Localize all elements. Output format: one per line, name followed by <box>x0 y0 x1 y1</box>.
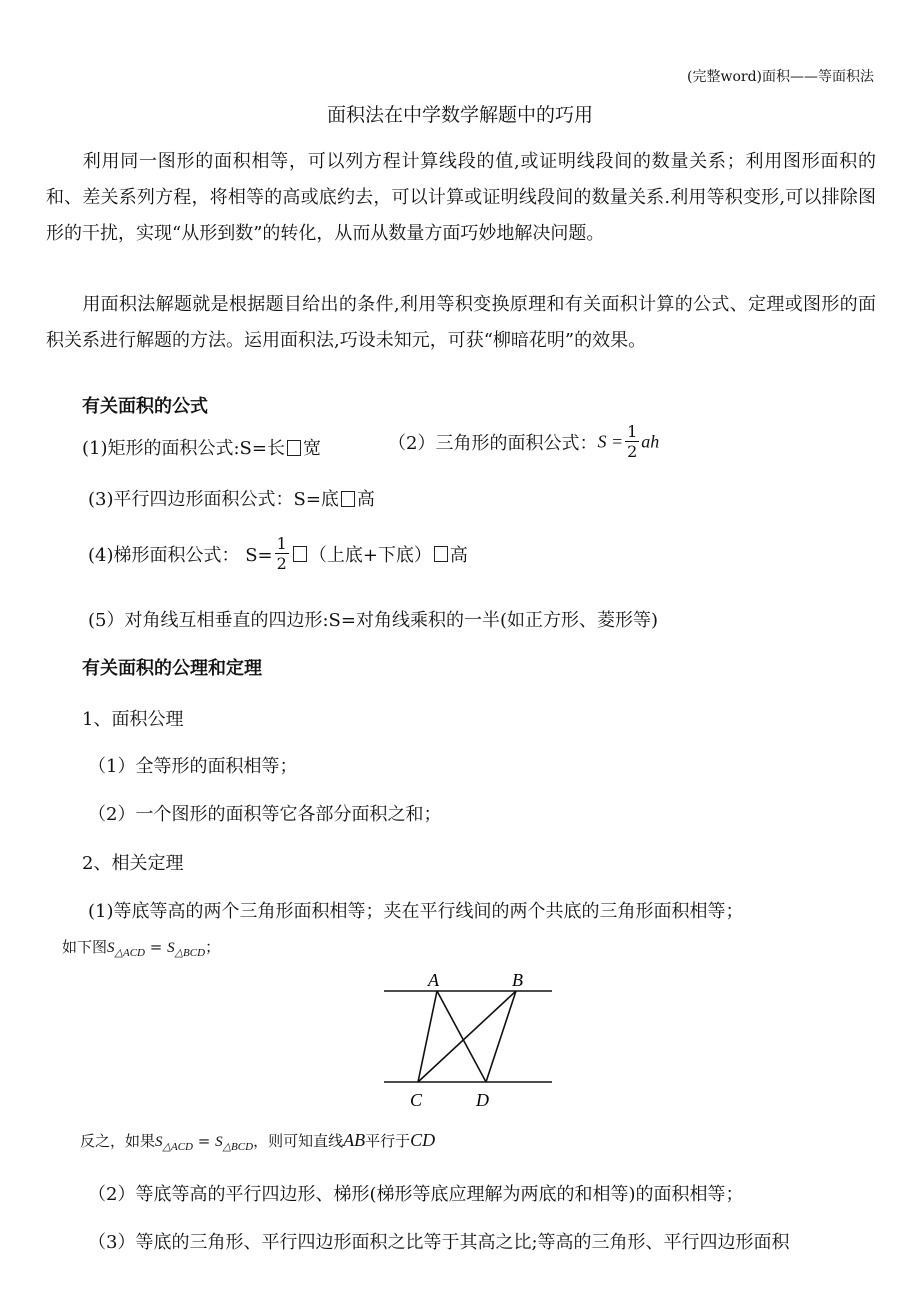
theorem-2: （2）等底等高的平行四边形、梯形(梯形等底应理解为两底的和相等)的面积相等； <box>88 1184 744 1205</box>
area-subscript: △ACD <box>162 1141 193 1153</box>
area-symbol: S <box>215 1134 223 1150</box>
theorems-heading: 有关面积的公理和定理 <box>82 658 262 679</box>
fraction-half <box>625 424 639 460</box>
fraction-half <box>275 536 289 572</box>
axiom-1: （1）全等形的面积相等； <box>88 756 298 777</box>
fraction-numerator: 1 <box>627 422 638 441</box>
formula-trapezoid-height: 高 <box>449 545 468 566</box>
figure-caption <box>62 936 220 959</box>
area-symbol: S <box>155 1134 163 1150</box>
formula-rectangle <box>82 434 321 460</box>
point-c-label: C <box>410 1090 423 1110</box>
intro-text-2: 用面积法解题就是根据题目给出的条件,利用等积变换原理和有关面积计算的公式、定理或图形的面积关系进行解题的方法。运用面积法,巧设未知元，可获“柳暗花明”的效果。 <box>46 294 876 351</box>
line-cd: CD <box>410 1130 436 1150</box>
formula-trapezoid-text: (4)梯形面积公式： S= <box>88 545 273 566</box>
formula-triangle <box>388 424 659 460</box>
placeholder-box-icon <box>341 491 355 507</box>
equals-sign: = <box>144 938 168 956</box>
equals-sign: = <box>192 1132 216 1150</box>
intro-paragraph-2 <box>46 287 876 359</box>
fraction-denominator: 2 <box>627 442 638 461</box>
point-b-label: B <box>512 970 523 990</box>
formula-rectangle-text: (1)矩形的面积公式:S=长 <box>82 438 285 459</box>
converse-text-a: 反之，如果 <box>80 1132 156 1150</box>
formula-parallelogram-text: (3)平行四边形面积公式：S=底 <box>88 489 339 510</box>
converse-text-b: ，则可知直线 <box>253 1132 344 1150</box>
point-d-label: D <box>476 1090 489 1110</box>
area-subscript: △ACD <box>114 947 145 959</box>
line-ab: AB <box>343 1130 366 1150</box>
formula-perpendicular-diagonals: (5）对角线互相垂直的四边形:S=对角线乘积的一半(如正方形、菱形等) <box>88 610 658 631</box>
formula-trapezoid-bases: （上底+下底） <box>308 545 432 566</box>
formulas-heading: 有关面积的公式 <box>82 396 208 417</box>
formula-triangle-lhs: S = <box>597 431 624 452</box>
axiom-2: （2）一个图形的面积等它各部分面积之和； <box>88 804 442 825</box>
formula-trapezoid <box>88 536 468 572</box>
formula-triangle-label: （2）三角形的面积公式： <box>388 433 598 454</box>
converse-statement <box>80 1130 435 1153</box>
parallel-lines-triangle-diagram <box>370 960 570 1120</box>
caption-end: ； <box>205 938 221 956</box>
point-a-label: A <box>428 970 439 990</box>
converse-text-c: 平行于 <box>365 1132 411 1150</box>
figure-caption-intro: 如下图 <box>62 938 108 956</box>
formula-triangle-rhs: ah <box>641 431 660 452</box>
intro-text-1: 利用同一图形的面积相等，可以列方程计算线段的值,或证明线段间的数量关系；利用图形面积的和、差关系列方程，将相等的高或底约去，可以计算或证明线段间的数量关系.利用等积变形,可以排除图形的干扰，实现“从形到数”的转化，从而从数量方面巧妙地解决问题。 <box>46 151 876 244</box>
area-subscript: △BCD <box>174 947 206 959</box>
theorem-3: （3）等底的三角形、平行四边形面积之比等于其高之比;等高的三角形、平行四边形面积 <box>88 1232 790 1253</box>
area-symbol: S <box>107 940 115 956</box>
fraction-numerator: 1 <box>276 534 287 553</box>
section-related-theorems: 2、相关定理 <box>82 853 184 874</box>
placeholder-box-icon <box>293 546 307 562</box>
placeholder-box-icon <box>434 546 448 562</box>
placeholder-box-icon <box>287 440 301 456</box>
formula-parallelogram-height: 高 <box>356 489 375 510</box>
segment-ac <box>418 991 437 1082</box>
area-subscript: △BCD <box>222 1141 254 1153</box>
intro-paragraph-1 <box>46 144 876 252</box>
area-symbol: S <box>167 940 175 956</box>
theorem-1: (1)等底等高的两个三角形面积相等；夹在平行线间的两个共底的三角形面积相等； <box>88 901 744 922</box>
section-area-axioms: 1、面积公理 <box>82 709 184 730</box>
formula-rectangle-width: 宽 <box>302 438 321 459</box>
page-header: (完整word)面积——等面积法 <box>687 69 874 85</box>
segment-ad <box>437 991 486 1082</box>
page-title: 面积法在中学数学解题中的巧用 <box>326 104 593 126</box>
fraction-denominator: 2 <box>276 554 287 573</box>
formula-parallelogram <box>88 485 375 511</box>
